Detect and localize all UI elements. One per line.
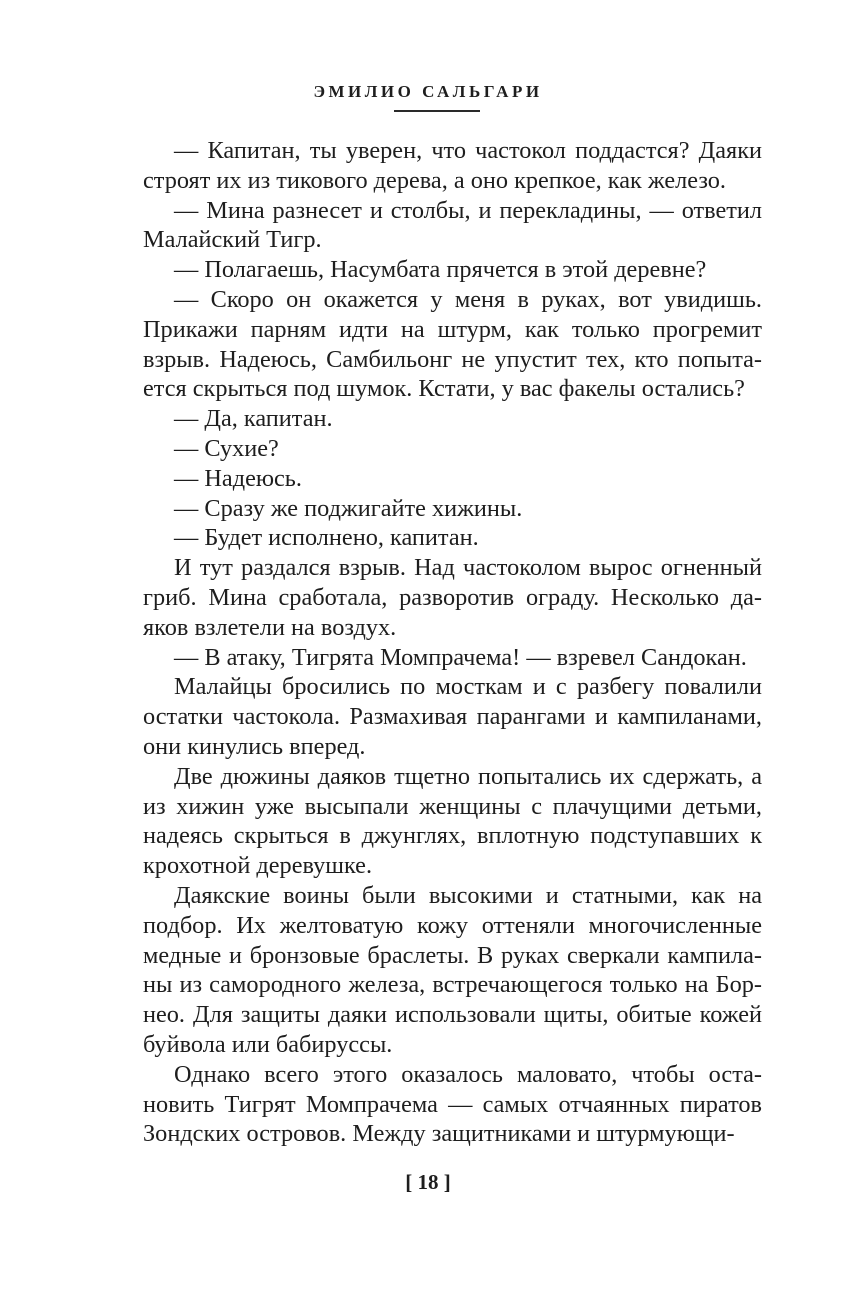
paragraph: — Надеюсь.: [174, 464, 302, 492]
paragraph: — Сухие?: [174, 434, 279, 462]
paragraph: И тут раздался взрыв. Над частоколом вырос огненный гриб. Мина сработала, разворотив ограду. Несколько даяков взлетели на воздух.: [143, 554, 762, 641]
paragraph: — В атаку, Тигрята Момпрачема! — взревел Сандокан.: [174, 643, 747, 671]
paragraph: — Сразу же поджигайте хижины.: [174, 494, 523, 522]
paragraph: — Полагаешь, Насумбата прячется в этой деревне?: [174, 256, 707, 284]
paragraph: — Капитан, ты уверен, что частокол поддастся? Даяки строят их из тикового дерева, а оно крепкое, как железо.: [143, 137, 762, 194]
running-head-author: ЭМИЛИО САЛЬГАРИ: [313, 82, 543, 101]
paragraph: — Скоро он окажется у меня в руках, вот увидишь. Прикажи парням идти на штурм, как только прогремит взрыв. Надеюсь, Самбильонг не упустит тех, кто попытается скрыться под шумок. Кстати, у вас факелы остались?: [143, 285, 762, 403]
paragraph: — Да, капитан.: [174, 405, 333, 433]
paragraph: Две дюжины даяков тщетно попытались их сдержать, а из хижин уже высыпали женщины с плачущими детьми, надеясь скрыться в джунглях, вплотную подступавших к крохотной деревушке.: [143, 762, 762, 880]
paragraph: Даякские воины были высокими и статными, как на подбор. Их желтоватую кожу оттеняли многочисленные медные и бронзовые браслеты. В руках сверкали кампиланы из самородного железа, встречающегося только на Борнео. Для защиты даяки использовали щиты, обитые кожей буйвола или бабирусcы.: [143, 881, 762, 1058]
paragraph: — Будет исполнено, капитан.: [174, 524, 479, 552]
page-number: [ 18 ]: [405, 1170, 451, 1194]
body-text: [143, 136, 762, 1149]
paragraph: Однако всего этого оказалось маловато, чтобы остановить Тигрят Момпрачема — самых отчаянных пиратов Зондских островов. Между защитниками и штурмующи-: [143, 1060, 762, 1148]
paragraph: Малайцы бросились по мосткам и с разбегу повалили остатки частокола. Размахивая парангами и кампиланами, они кинулись вперед.: [143, 673, 762, 760]
paragraph: — Мина разнесет и столбы, и перекладины, — ответил Малайский Тигр.: [143, 196, 762, 254]
header-rule: [394, 110, 480, 112]
